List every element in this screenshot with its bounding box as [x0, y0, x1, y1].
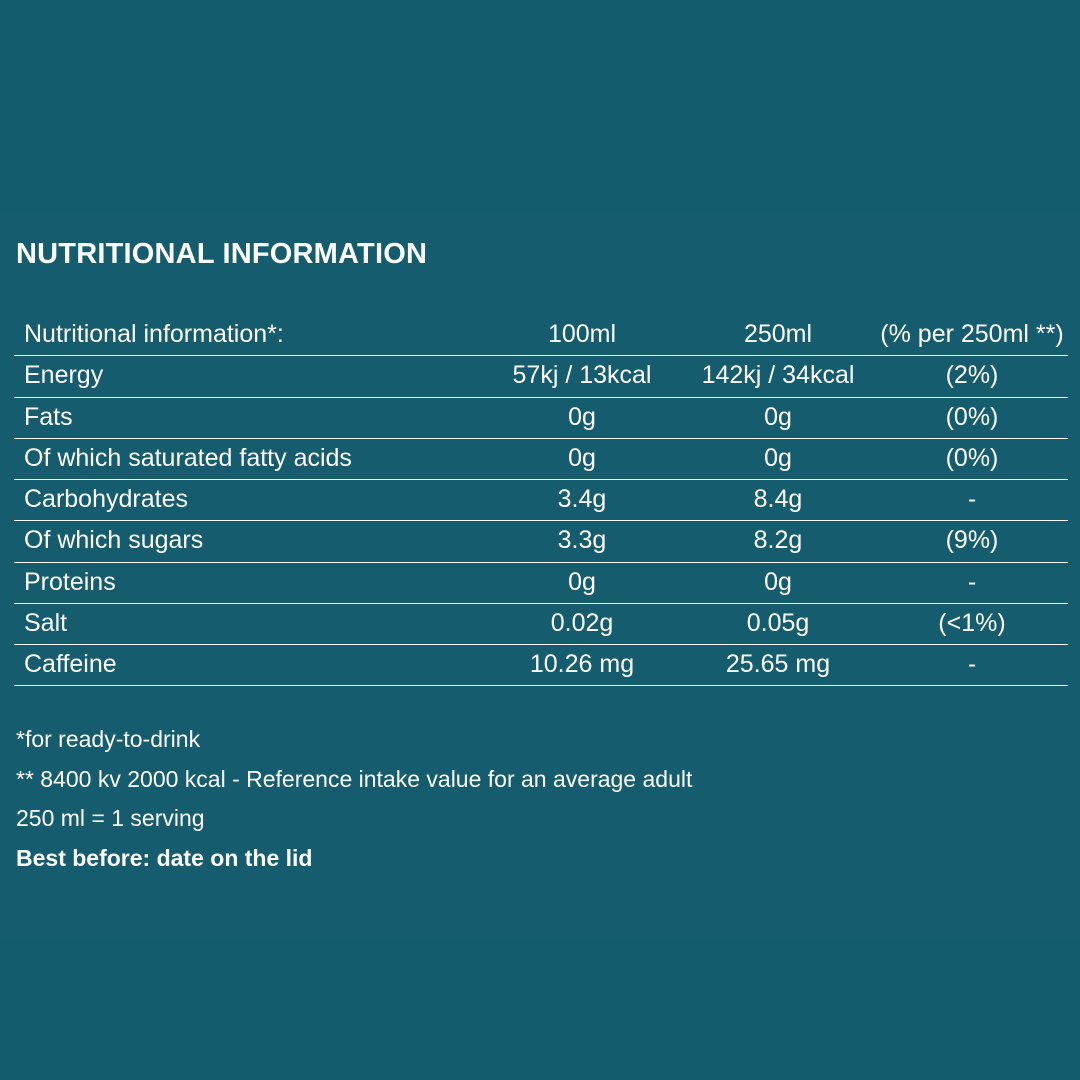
row-value-250ml: 0.05g — [680, 603, 876, 644]
row-value-percent: (2%) — [876, 356, 1068, 397]
page-title: NUTRITIONAL INFORMATION — [16, 238, 428, 270]
row-value-100ml: 3.4g — [484, 480, 680, 521]
row-label: Proteins — [14, 562, 484, 603]
row-value-percent: (<1%) — [876, 603, 1068, 644]
table-row — [14, 562, 1068, 603]
row-label: Of which saturated fatty acids — [14, 438, 484, 479]
row-value-percent: - — [876, 562, 1068, 603]
row-label: Energy — [14, 356, 484, 397]
table-row — [14, 397, 1068, 438]
row-value-250ml: 8.4g — [680, 480, 876, 521]
nutrition-content — [0, 210, 1080, 940]
row-value-percent: - — [876, 645, 1068, 686]
row-value-250ml: 0g — [680, 397, 876, 438]
row-label: Salt — [14, 603, 484, 644]
row-label: Fats — [14, 397, 484, 438]
table-row — [14, 645, 1068, 686]
nutrition-table — [14, 315, 1068, 686]
row-label: Carbohydrates — [14, 480, 484, 521]
row-label: Of which sugars — [14, 521, 484, 562]
header-100ml: 100ml — [547, 320, 617, 348]
row-label: Caffeine — [14, 645, 484, 686]
table-row — [14, 480, 1068, 521]
footnotes — [14, 720, 1066, 878]
header-250ml: 250ml — [743, 320, 813, 348]
row-value-100ml: 3.3g — [484, 521, 680, 562]
row-value-250ml: 8.2g — [680, 521, 876, 562]
row-value-100ml: 57kj / 13kcal — [484, 356, 680, 397]
row-value-percent: (0%) — [876, 397, 1068, 438]
table-header-row — [14, 315, 1068, 356]
table-row — [14, 438, 1068, 479]
row-value-percent: (9%) — [876, 521, 1068, 562]
row-value-100ml: 0.02g — [484, 603, 680, 644]
footnote-serving-size: 250 ml = 1 serving — [16, 805, 205, 832]
row-value-percent: (0%) — [876, 438, 1068, 479]
bottom-band — [0, 940, 1080, 1080]
row-value-percent: - — [876, 480, 1068, 521]
header-percent: (% per 250ml **) — [880, 320, 1064, 348]
row-value-250ml: 0g — [680, 438, 876, 479]
footnote-ready-to-drink: *for ready-to-drink — [16, 726, 201, 753]
footnote-reference-intake: ** 8400 kv 2000 kcal - Reference intake value for an average adult — [16, 765, 693, 792]
row-value-100ml: 0g — [484, 397, 680, 438]
header-label: Nutritional information*: — [24, 320, 284, 348]
row-value-250ml: 25.65 mg — [680, 645, 876, 686]
row-value-100ml: 10.26 mg — [484, 645, 680, 686]
table-row — [14, 603, 1068, 644]
row-value-100ml: 0g — [484, 562, 680, 603]
row-value-250ml: 0g — [680, 562, 876, 603]
row-value-100ml: 0g — [484, 438, 680, 479]
row-value-250ml: 142kj / 34kcal — [680, 356, 876, 397]
best-before-note: Best before: date on the lid — [16, 844, 313, 871]
top-band — [0, 0, 1080, 210]
table-row — [14, 521, 1068, 562]
table-row — [14, 356, 1068, 397]
